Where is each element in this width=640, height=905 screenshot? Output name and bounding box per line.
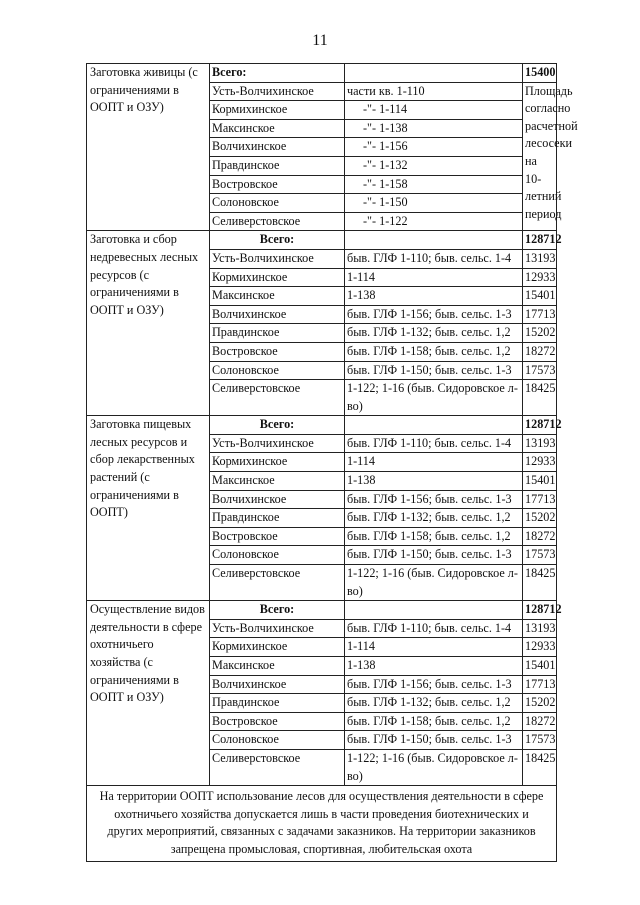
area-value: 15401 xyxy=(523,472,557,491)
forestry-name: Правдинское xyxy=(210,509,345,528)
forestry-name: Волчихинское xyxy=(210,305,345,324)
quarters: 1-114 xyxy=(345,268,523,287)
forestry-name: Правдинское xyxy=(210,694,345,713)
quarters: части кв. 1-110 xyxy=(345,82,523,101)
page-number: 11 xyxy=(312,32,328,49)
area-value: 12933 xyxy=(523,268,557,287)
area-value: 18272 xyxy=(523,712,557,731)
forestry-name: Селиверстовское xyxy=(210,565,345,601)
activity-name: Заготовка и сбор недревесных лесных ресурсов (с ограничениями в ООПТ и ОЗУ) xyxy=(87,231,210,416)
forestry-name: Солоновское xyxy=(210,194,345,213)
total-label: Всего: xyxy=(210,231,345,250)
quarters: быв. ГЛФ 1-158; быв. сельс. 1,2 xyxy=(345,342,523,361)
forestry-name: Волчихинское xyxy=(210,138,345,157)
area-value: 15202 xyxy=(523,694,557,713)
quarters: быв. ГЛФ 1-158; быв. сельс. 1,2 xyxy=(345,712,523,731)
forestry-name: Солоновское xyxy=(210,361,345,380)
forestry-name: Усть-Волчихинское xyxy=(210,619,345,638)
forestry-name: Востровское xyxy=(210,342,345,361)
area-value: 13193 xyxy=(523,619,557,638)
activity-name: Осуществление видов деятельности в сфере охотничьего хозяйства (с ограничениями в ООПТ и ОЗУ) xyxy=(87,601,210,786)
activity-name: Заготовка живицы (с ограничениями в ООПТ и ОЗУ) xyxy=(87,64,210,231)
forestry-name: Востровское xyxy=(210,527,345,546)
quarters: 1-114 xyxy=(345,453,523,472)
quarters: 1-138 xyxy=(345,657,523,676)
quarters: 1-122; 1-16 (быв. Сидоровское л-во) xyxy=(345,565,523,601)
quarters: быв. ГЛФ 1-150; быв. сельс. 1-3 xyxy=(345,546,523,565)
area-value: 17713 xyxy=(523,675,557,694)
area-value: 15401 xyxy=(523,287,557,306)
area-value: 12933 xyxy=(523,453,557,472)
quarters: 1-114 xyxy=(345,638,523,657)
total-value: 128712 xyxy=(523,601,557,620)
quarters: быв. ГЛФ 1-132; быв. сельс. 1,2 xyxy=(345,324,523,343)
quarters: быв. ГЛФ 1-132; быв. сельс. 1,2 xyxy=(345,694,523,713)
forestry-name: Правдинское xyxy=(210,324,345,343)
forestry-name: Кормихинское xyxy=(210,638,345,657)
area-value: 18425 xyxy=(523,380,557,416)
forestry-name: Солоновское xyxy=(210,546,345,565)
section-header-row xyxy=(87,231,557,250)
quarters: -"- 1-150 xyxy=(345,194,523,213)
section-header-row xyxy=(87,601,557,620)
forest-use-table xyxy=(86,63,578,862)
area-value: 18272 xyxy=(523,342,557,361)
area-value: 17713 xyxy=(523,305,557,324)
area-value: 18425 xyxy=(523,565,557,601)
quarters: быв. ГЛФ 1-110; быв. сельс. 1-4 xyxy=(345,249,523,268)
quarters: быв. ГЛФ 1-110; быв. сельс. 1-4 xyxy=(345,434,523,453)
forestry-name: Максинское xyxy=(210,472,345,491)
forestry-name: Востровское xyxy=(210,712,345,731)
forestry-name: Селиверстовское xyxy=(210,212,345,231)
forestry-name: Усть-Волчихинское xyxy=(210,249,345,268)
section-header-row xyxy=(87,416,557,435)
area-value: 12933 xyxy=(523,638,557,657)
total-label: Всего: xyxy=(210,416,345,435)
forestry-name: Волчихинское xyxy=(210,675,345,694)
forestry-name: Востровское xyxy=(210,175,345,194)
total-quarters-empty xyxy=(345,64,523,83)
quarters: -"- 1-158 xyxy=(345,175,523,194)
forestry-name: Усть-Волчихинское xyxy=(210,82,345,101)
forestry-name: Селиверстовское xyxy=(210,749,345,785)
forestry-name: Кормихинское xyxy=(210,268,345,287)
total-quarters-empty xyxy=(345,601,523,620)
area-value: 15202 xyxy=(523,324,557,343)
quarters: -"- 1-138 xyxy=(345,119,523,138)
quarters: -"- 1-122 xyxy=(345,212,523,231)
activity-name: Заготовка пищевых лесных ресурсов и сбор лекарственных растений (с ограничениями в ООПТ) xyxy=(87,416,210,601)
forestry-name: Кормихинское xyxy=(210,453,345,472)
area-value: 18272 xyxy=(523,527,557,546)
area-value: 13193 xyxy=(523,249,557,268)
quarters: -"- 1-156 xyxy=(345,138,523,157)
area-value: 17573 xyxy=(523,546,557,565)
area-value: 13193 xyxy=(523,434,557,453)
total-quarters-empty xyxy=(345,416,523,435)
quarters: -"- 1-114 xyxy=(345,101,523,120)
area-value: 15202 xyxy=(523,509,557,528)
quarters: 1-122; 1-16 (быв. Сидоровское л-во) xyxy=(345,749,523,785)
side-note: Площадь согласно расчетной лесосеки на 10-летний период xyxy=(523,82,557,231)
footnote: На территории ООПТ использование лесов для осуществления деятельности в сфере охотничьего хозяйства допускается лишь в части проведения биотехнических и других мероприятий, связанных с задачами заказников. На территории заказников запрещена промысловая, спортивная, любительская охота xyxy=(87,786,557,861)
quarters: быв. ГЛФ 1-150; быв. сельс. 1-3 xyxy=(345,361,523,380)
forestry-name: Усть-Волчихинское xyxy=(210,434,345,453)
total-value: 15400 xyxy=(523,64,557,83)
area-value: 18425 xyxy=(523,749,557,785)
quarters: быв. ГЛФ 1-110; быв. сельс. 1-4 xyxy=(345,619,523,638)
area-value: 17573 xyxy=(523,731,557,750)
forestry-name: Волчихинское xyxy=(210,490,345,509)
forestry-name: Правдинское xyxy=(210,156,345,175)
forestry-name: Максинское xyxy=(210,287,345,306)
total-label: Всего: xyxy=(210,601,345,620)
quarters: 1-122; 1-16 (быв. Сидоровское л-во) xyxy=(345,380,523,416)
area-value: 17573 xyxy=(523,361,557,380)
forestry-name: Максинское xyxy=(210,657,345,676)
quarters: быв. ГЛФ 1-156; быв. сельс. 1-3 xyxy=(345,305,523,324)
total-value: 128712 xyxy=(523,416,557,435)
footnote-row xyxy=(87,786,557,861)
quarters: быв. ГЛФ 1-150; быв. сельс. 1-3 xyxy=(345,731,523,750)
quarters: быв. ГЛФ 1-132; быв. сельс. 1,2 xyxy=(345,509,523,528)
quarters: быв. ГЛФ 1-156; быв. сельс. 1-3 xyxy=(345,675,523,694)
forestry-name: Селиверстовское xyxy=(210,380,345,416)
total-quarters-empty xyxy=(345,231,523,250)
quarters: быв. ГЛФ 1-156; быв. сельс. 1-3 xyxy=(345,490,523,509)
total-label: Всего: xyxy=(210,64,345,83)
quarters: 1-138 xyxy=(345,287,523,306)
area-value: 17713 xyxy=(523,490,557,509)
forestry-name: Максинское xyxy=(210,119,345,138)
quarters: быв. ГЛФ 1-158; быв. сельс. 1,2 xyxy=(345,527,523,546)
area-value: 15401 xyxy=(523,657,557,676)
forestry-name: Кормихинское xyxy=(210,101,345,120)
total-value: 128712 xyxy=(523,231,557,250)
quarters: 1-138 xyxy=(345,472,523,491)
section-header-row xyxy=(87,64,557,83)
forestry-name: Солоновское xyxy=(210,731,345,750)
quarters: -"- 1-132 xyxy=(345,156,523,175)
